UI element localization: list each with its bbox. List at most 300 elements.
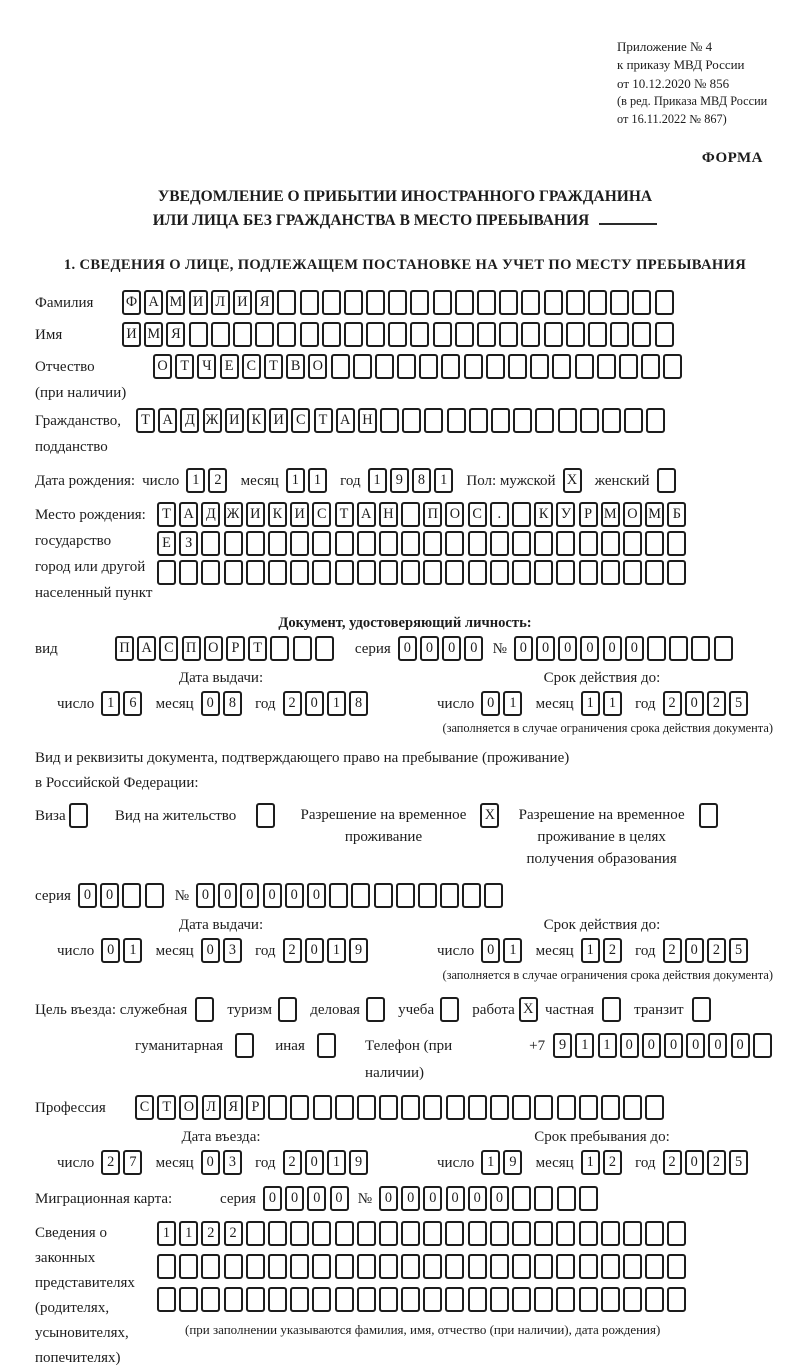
char-cell[interactable]: П	[423, 502, 442, 527]
char-cell[interactable]: 8	[223, 691, 242, 716]
char-cell[interactable]	[512, 1221, 531, 1246]
char-cell[interactable]: X	[563, 468, 582, 493]
char-cell[interactable]	[268, 560, 287, 585]
char-cell[interactable]	[462, 883, 481, 908]
char-cell[interactable]	[601, 1254, 620, 1279]
char-cell[interactable]	[179, 560, 198, 585]
char-cell[interactable]	[69, 803, 88, 828]
char-cell[interactable]: 2	[283, 938, 302, 963]
char-cell[interactable]	[357, 1254, 376, 1279]
char-cell[interactable]: 9	[503, 1150, 522, 1175]
char-cell[interactable]	[655, 322, 674, 347]
entry-month-cells[interactable]	[201, 1150, 245, 1175]
char-cell[interactable]: 1	[503, 691, 522, 716]
char-cell[interactable]: Ч	[197, 354, 216, 379]
char-cell[interactable]	[179, 1254, 198, 1279]
char-cell[interactable]	[353, 354, 372, 379]
char-cell[interactable]: 1	[581, 938, 600, 963]
birth-year-cells[interactable]	[368, 468, 457, 493]
char-cell[interactable]	[512, 502, 531, 527]
char-cell[interactable]	[224, 531, 243, 556]
char-cell[interactable]	[233, 322, 252, 347]
birthplace-row1[interactable]	[157, 502, 690, 527]
purpose-business-checkbox[interactable]	[366, 997, 388, 1022]
char-cell[interactable]: Б	[667, 502, 686, 527]
char-cell[interactable]	[211, 322, 230, 347]
char-cell[interactable]: 0	[330, 1186, 349, 1211]
char-cell[interactable]: 1	[157, 1221, 176, 1246]
char-cell[interactable]	[445, 1254, 464, 1279]
char-cell[interactable]	[423, 1221, 442, 1246]
mig-series-cells[interactable]	[263, 1186, 352, 1211]
char-cell[interactable]: 0	[307, 1186, 326, 1211]
char-cell[interactable]	[602, 408, 621, 433]
char-cell[interactable]: И	[233, 290, 252, 315]
char-cell[interactable]: Я	[224, 1095, 243, 1120]
char-cell[interactable]: О	[179, 1095, 198, 1120]
char-cell[interactable]	[122, 883, 141, 908]
char-cell[interactable]	[312, 1254, 331, 1279]
char-cell[interactable]	[499, 290, 518, 315]
char-cell[interactable]: 3	[223, 938, 242, 963]
char-cell[interactable]	[335, 1287, 354, 1312]
char-cell[interactable]	[357, 1221, 376, 1246]
permit-issue-day-cells[interactable]	[101, 938, 145, 963]
permit-issue-month-cells[interactable]	[201, 938, 245, 963]
char-cell[interactable]	[645, 1287, 664, 1312]
entry-year-cells[interactable]	[283, 1150, 372, 1175]
entry-day-cells[interactable]	[101, 1150, 145, 1175]
purpose-work-checkbox[interactable]	[519, 997, 541, 1022]
char-cell[interactable]	[534, 1095, 553, 1120]
char-cell[interactable]: Т	[314, 408, 333, 433]
char-cell[interactable]	[433, 322, 452, 347]
doc-valid-day-cells[interactable]	[481, 691, 525, 716]
char-cell[interactable]: А	[137, 636, 156, 661]
char-cell[interactable]: 0	[263, 1186, 282, 1211]
char-cell[interactable]: П	[182, 636, 201, 661]
char-cell[interactable]	[379, 1095, 398, 1120]
char-cell[interactable]	[477, 290, 496, 315]
citizenship-cells[interactable]	[136, 408, 669, 433]
char-cell[interactable]: 6	[123, 691, 142, 716]
char-cell[interactable]	[714, 636, 733, 661]
char-cell[interactable]	[446, 1095, 465, 1120]
purpose-tourism-checkbox[interactable]	[278, 997, 300, 1022]
char-cell[interactable]: 0	[686, 1033, 705, 1058]
char-cell[interactable]	[379, 531, 398, 556]
char-cell[interactable]	[157, 1287, 176, 1312]
doc-number-cells[interactable]	[514, 636, 736, 661]
char-cell[interactable]	[544, 290, 563, 315]
char-cell[interactable]: 0	[401, 1186, 420, 1211]
char-cell[interactable]	[374, 883, 393, 908]
char-cell[interactable]	[579, 531, 598, 556]
char-cell[interactable]: 0	[685, 938, 704, 963]
doc-issue-year-cells[interactable]	[283, 691, 372, 716]
char-cell[interactable]	[556, 1254, 575, 1279]
permit-valid-month-cells[interactable]	[581, 938, 625, 963]
char-cell[interactable]	[753, 1033, 772, 1058]
char-cell[interactable]	[290, 1095, 309, 1120]
char-cell[interactable]: 1	[575, 1033, 594, 1058]
char-cell[interactable]	[418, 883, 437, 908]
char-cell[interactable]	[657, 468, 676, 493]
char-cell[interactable]: 1	[603, 691, 622, 716]
char-cell[interactable]	[601, 1095, 620, 1120]
char-cell[interactable]: 1	[286, 468, 305, 493]
char-cell[interactable]: К	[247, 408, 266, 433]
char-cell[interactable]	[645, 1221, 664, 1246]
char-cell[interactable]	[579, 1287, 598, 1312]
char-cell[interactable]	[579, 1221, 598, 1246]
char-cell[interactable]	[610, 322, 629, 347]
char-cell[interactable]: 1	[368, 468, 387, 493]
char-cell[interactable]	[357, 531, 376, 556]
char-cell[interactable]	[290, 531, 309, 556]
char-cell[interactable]	[512, 1287, 531, 1312]
char-cell[interactable]	[556, 1221, 575, 1246]
char-cell[interactable]: М	[645, 502, 664, 527]
char-cell[interactable]	[623, 1221, 642, 1246]
char-cell[interactable]	[351, 883, 370, 908]
char-cell[interactable]	[468, 531, 487, 556]
char-cell[interactable]: М	[144, 322, 163, 347]
permit-series-cells[interactable]	[78, 883, 167, 908]
char-cell[interactable]	[344, 322, 363, 347]
char-cell[interactable]	[423, 1254, 442, 1279]
char-cell[interactable]: Р	[226, 636, 245, 661]
char-cell[interactable]: 9	[553, 1033, 572, 1058]
char-cell[interactable]: 2	[283, 1150, 302, 1175]
residence-permit-checkbox[interactable]	[256, 803, 278, 828]
char-cell[interactable]	[270, 636, 289, 661]
char-cell[interactable]	[512, 1186, 531, 1211]
stay-day-cells[interactable]	[481, 1150, 525, 1175]
char-cell[interactable]	[335, 560, 354, 585]
char-cell[interactable]: 0	[423, 1186, 442, 1211]
char-cell[interactable]: И	[122, 322, 141, 347]
char-cell[interactable]	[315, 636, 334, 661]
birth-day-cells[interactable]	[186, 468, 230, 493]
char-cell[interactable]	[588, 322, 607, 347]
char-cell[interactable]	[534, 1186, 553, 1211]
char-cell[interactable]	[623, 560, 642, 585]
char-cell[interactable]	[278, 997, 297, 1022]
char-cell[interactable]	[513, 408, 532, 433]
char-cell[interactable]	[179, 1287, 198, 1312]
char-cell[interactable]: 1	[101, 691, 120, 716]
char-cell[interactable]	[423, 560, 442, 585]
char-cell[interactable]: 2	[663, 938, 682, 963]
char-cell[interactable]	[534, 531, 553, 556]
char-cell[interactable]: 8	[412, 468, 431, 493]
char-cell[interactable]: Я	[166, 322, 185, 347]
char-cell[interactable]	[246, 1221, 265, 1246]
char-cell[interactable]	[268, 1254, 287, 1279]
char-cell[interactable]: О	[445, 502, 464, 527]
char-cell[interactable]: 0	[285, 1186, 304, 1211]
char-cell[interactable]: 0	[481, 938, 500, 963]
birthplace-row2[interactable]	[157, 531, 690, 556]
char-cell[interactable]: Т	[136, 408, 155, 433]
char-cell[interactable]	[300, 290, 319, 315]
char-cell[interactable]	[530, 354, 549, 379]
char-cell[interactable]: 0	[100, 883, 119, 908]
char-cell[interactable]: 0	[305, 938, 324, 963]
char-cell[interactable]	[669, 636, 688, 661]
char-cell[interactable]: 0	[685, 691, 704, 716]
char-cell[interactable]: 2	[603, 938, 622, 963]
char-cell[interactable]	[556, 531, 575, 556]
char-cell[interactable]	[663, 354, 682, 379]
birth-month-cells[interactable]	[286, 468, 330, 493]
char-cell[interactable]: 0	[305, 691, 324, 716]
char-cell[interactable]	[623, 531, 642, 556]
char-cell[interactable]	[597, 354, 616, 379]
char-cell[interactable]	[566, 290, 585, 315]
char-cell[interactable]: М	[601, 502, 620, 527]
char-cell[interactable]	[445, 1287, 464, 1312]
char-cell[interactable]: 0	[603, 636, 622, 661]
char-cell[interactable]	[557, 1186, 576, 1211]
char-cell[interactable]	[401, 1287, 420, 1312]
char-cell[interactable]: 0	[442, 636, 461, 661]
char-cell[interactable]	[645, 560, 664, 585]
doc-valid-year-cells[interactable]	[663, 691, 752, 716]
char-cell[interactable]	[224, 560, 243, 585]
char-cell[interactable]	[268, 1095, 287, 1120]
char-cell[interactable]	[490, 531, 509, 556]
char-cell[interactable]	[579, 1095, 598, 1120]
char-cell[interactable]	[490, 1254, 509, 1279]
char-cell[interactable]: 2	[224, 1221, 243, 1246]
char-cell[interactable]: А	[357, 502, 376, 527]
char-cell[interactable]	[468, 1095, 487, 1120]
char-cell[interactable]	[366, 290, 385, 315]
char-cell[interactable]: .	[490, 502, 509, 527]
char-cell[interactable]: 1	[327, 1150, 346, 1175]
surname-cells[interactable]	[122, 290, 677, 315]
char-cell[interactable]: 1	[434, 468, 453, 493]
char-cell[interactable]	[423, 1095, 442, 1120]
char-cell[interactable]	[201, 1254, 220, 1279]
char-cell[interactable]: 0	[78, 883, 97, 908]
char-cell[interactable]	[610, 290, 629, 315]
char-cell[interactable]	[423, 531, 442, 556]
char-cell[interactable]: 1	[481, 1150, 500, 1175]
char-cell[interactable]: С	[159, 636, 178, 661]
char-cell[interactable]: 0	[420, 636, 439, 661]
char-cell[interactable]	[512, 1254, 531, 1279]
char-cell[interactable]	[433, 290, 452, 315]
char-cell[interactable]	[623, 1095, 642, 1120]
char-cell[interactable]: О	[623, 502, 642, 527]
char-cell[interactable]: Н	[358, 408, 377, 433]
char-cell[interactable]	[647, 636, 666, 661]
char-cell[interactable]	[255, 322, 274, 347]
char-cell[interactable]	[469, 408, 488, 433]
char-cell[interactable]: 0	[379, 1186, 398, 1211]
char-cell[interactable]	[375, 354, 394, 379]
doc-issue-month-cells[interactable]	[201, 691, 245, 716]
char-cell[interactable]	[402, 408, 421, 433]
char-cell[interactable]	[464, 354, 483, 379]
title-blank-underline[interactable]	[599, 211, 657, 225]
char-cell[interactable]	[401, 1254, 420, 1279]
char-cell[interactable]: 2	[201, 1221, 220, 1246]
char-cell[interactable]: С	[468, 502, 487, 527]
char-cell[interactable]	[410, 290, 429, 315]
char-cell[interactable]: 9	[349, 1150, 368, 1175]
char-cell[interactable]	[692, 997, 711, 1022]
char-cell[interactable]	[290, 1221, 309, 1246]
char-cell[interactable]: 0	[218, 883, 237, 908]
char-cell[interactable]	[602, 997, 621, 1022]
char-cell[interactable]	[491, 408, 510, 433]
char-cell[interactable]	[201, 1287, 220, 1312]
char-cell[interactable]	[556, 1287, 575, 1312]
char-cell[interactable]: 0	[481, 691, 500, 716]
char-cell[interactable]	[521, 322, 540, 347]
char-cell[interactable]: 1	[598, 1033, 617, 1058]
char-cell[interactable]	[667, 1254, 686, 1279]
char-cell[interactable]	[189, 322, 208, 347]
char-cell[interactable]	[512, 560, 531, 585]
char-cell[interactable]: 2	[208, 468, 227, 493]
char-cell[interactable]: М	[166, 290, 185, 315]
char-cell[interactable]	[667, 531, 686, 556]
char-cell[interactable]	[277, 290, 296, 315]
char-cell[interactable]: 1	[123, 938, 142, 963]
guardians-row3[interactable]	[157, 1287, 690, 1312]
char-cell[interactable]: 0	[285, 883, 304, 908]
char-cell[interactable]: 0	[398, 636, 417, 661]
char-cell[interactable]	[534, 1221, 553, 1246]
char-cell[interactable]	[379, 1287, 398, 1312]
char-cell[interactable]: 2	[101, 1150, 120, 1175]
char-cell[interactable]	[246, 531, 265, 556]
char-cell[interactable]: А	[336, 408, 355, 433]
char-cell[interactable]: 1	[179, 1221, 198, 1246]
char-cell[interactable]	[667, 1221, 686, 1246]
char-cell[interactable]	[290, 1254, 309, 1279]
char-cell[interactable]	[312, 1221, 331, 1246]
char-cell[interactable]	[195, 997, 214, 1022]
char-cell[interactable]: 1	[327, 938, 346, 963]
phone-cells[interactable]	[553, 1033, 775, 1058]
char-cell[interactable]: 0	[446, 1186, 465, 1211]
char-cell[interactable]	[440, 997, 459, 1022]
char-cell[interactable]	[246, 560, 265, 585]
char-cell[interactable]: 5	[729, 1150, 748, 1175]
char-cell[interactable]: 0	[642, 1033, 661, 1058]
char-cell[interactable]	[396, 883, 415, 908]
char-cell[interactable]	[246, 1287, 265, 1312]
char-cell[interactable]	[632, 322, 651, 347]
char-cell[interactable]	[580, 408, 599, 433]
char-cell[interactable]	[441, 354, 460, 379]
purpose-humanitarian-checkbox[interactable]	[235, 1033, 257, 1058]
char-cell[interactable]: 1	[581, 1150, 600, 1175]
char-cell[interactable]	[558, 408, 577, 433]
sex-male-checkbox[interactable]	[563, 468, 585, 493]
char-cell[interactable]: Т	[157, 1095, 176, 1120]
char-cell[interactable]: О	[204, 636, 223, 661]
char-cell[interactable]: 9	[349, 938, 368, 963]
char-cell[interactable]	[645, 1095, 664, 1120]
char-cell[interactable]	[290, 560, 309, 585]
char-cell[interactable]: 0	[201, 691, 220, 716]
char-cell[interactable]	[579, 1254, 598, 1279]
char-cell[interactable]: Т	[248, 636, 267, 661]
patronymic-cells[interactable]	[153, 354, 686, 379]
char-cell[interactable]	[335, 531, 354, 556]
char-cell[interactable]	[521, 290, 540, 315]
char-cell[interactable]: Ж	[203, 408, 222, 433]
char-cell[interactable]: 0	[201, 938, 220, 963]
char-cell[interactable]	[645, 531, 664, 556]
char-cell[interactable]	[366, 997, 385, 1022]
char-cell[interactable]	[380, 408, 399, 433]
char-cell[interactable]: 0	[514, 636, 533, 661]
char-cell[interactable]	[401, 1221, 420, 1246]
char-cell[interactable]	[397, 354, 416, 379]
char-cell[interactable]: 0	[664, 1033, 683, 1058]
guardians-row1[interactable]	[157, 1221, 690, 1246]
char-cell[interactable]: А	[144, 290, 163, 315]
name-cells[interactable]	[122, 322, 677, 347]
char-cell[interactable]: И	[246, 502, 265, 527]
purpose-other-checkbox[interactable]	[317, 1033, 339, 1058]
purpose-private-checkbox[interactable]	[602, 997, 624, 1022]
char-cell[interactable]: 1	[581, 691, 600, 716]
char-cell[interactable]: Т	[157, 502, 176, 527]
char-cell[interactable]	[579, 560, 598, 585]
char-cell[interactable]	[201, 560, 220, 585]
char-cell[interactable]	[312, 531, 331, 556]
char-cell[interactable]: С	[242, 354, 261, 379]
char-cell[interactable]: Ж	[224, 502, 243, 527]
char-cell[interactable]: 1	[327, 691, 346, 716]
char-cell[interactable]	[357, 560, 376, 585]
char-cell[interactable]: С	[312, 502, 331, 527]
char-cell[interactable]: 0	[685, 1150, 704, 1175]
char-cell[interactable]	[145, 883, 164, 908]
char-cell[interactable]: К	[534, 502, 553, 527]
char-cell[interactable]	[534, 1287, 553, 1312]
char-cell[interactable]	[484, 883, 503, 908]
char-cell[interactable]	[300, 322, 319, 347]
char-cell[interactable]: И	[189, 290, 208, 315]
char-cell[interactable]: 0	[625, 636, 644, 661]
char-cell[interactable]	[512, 531, 531, 556]
char-cell[interactable]: А	[179, 502, 198, 527]
char-cell[interactable]	[447, 408, 466, 433]
char-cell[interactable]: 9	[390, 468, 409, 493]
char-cell[interactable]	[335, 1095, 354, 1120]
char-cell[interactable]: 0	[620, 1033, 639, 1058]
char-cell[interactable]: Т	[335, 502, 354, 527]
char-cell[interactable]	[512, 1095, 531, 1120]
char-cell[interactable]	[312, 560, 331, 585]
char-cell[interactable]: 2	[603, 1150, 622, 1175]
char-cell[interactable]	[419, 354, 438, 379]
char-cell[interactable]	[312, 1287, 331, 1312]
char-cell[interactable]: Р	[246, 1095, 265, 1120]
char-cell[interactable]	[424, 408, 443, 433]
char-cell[interactable]	[401, 502, 420, 527]
